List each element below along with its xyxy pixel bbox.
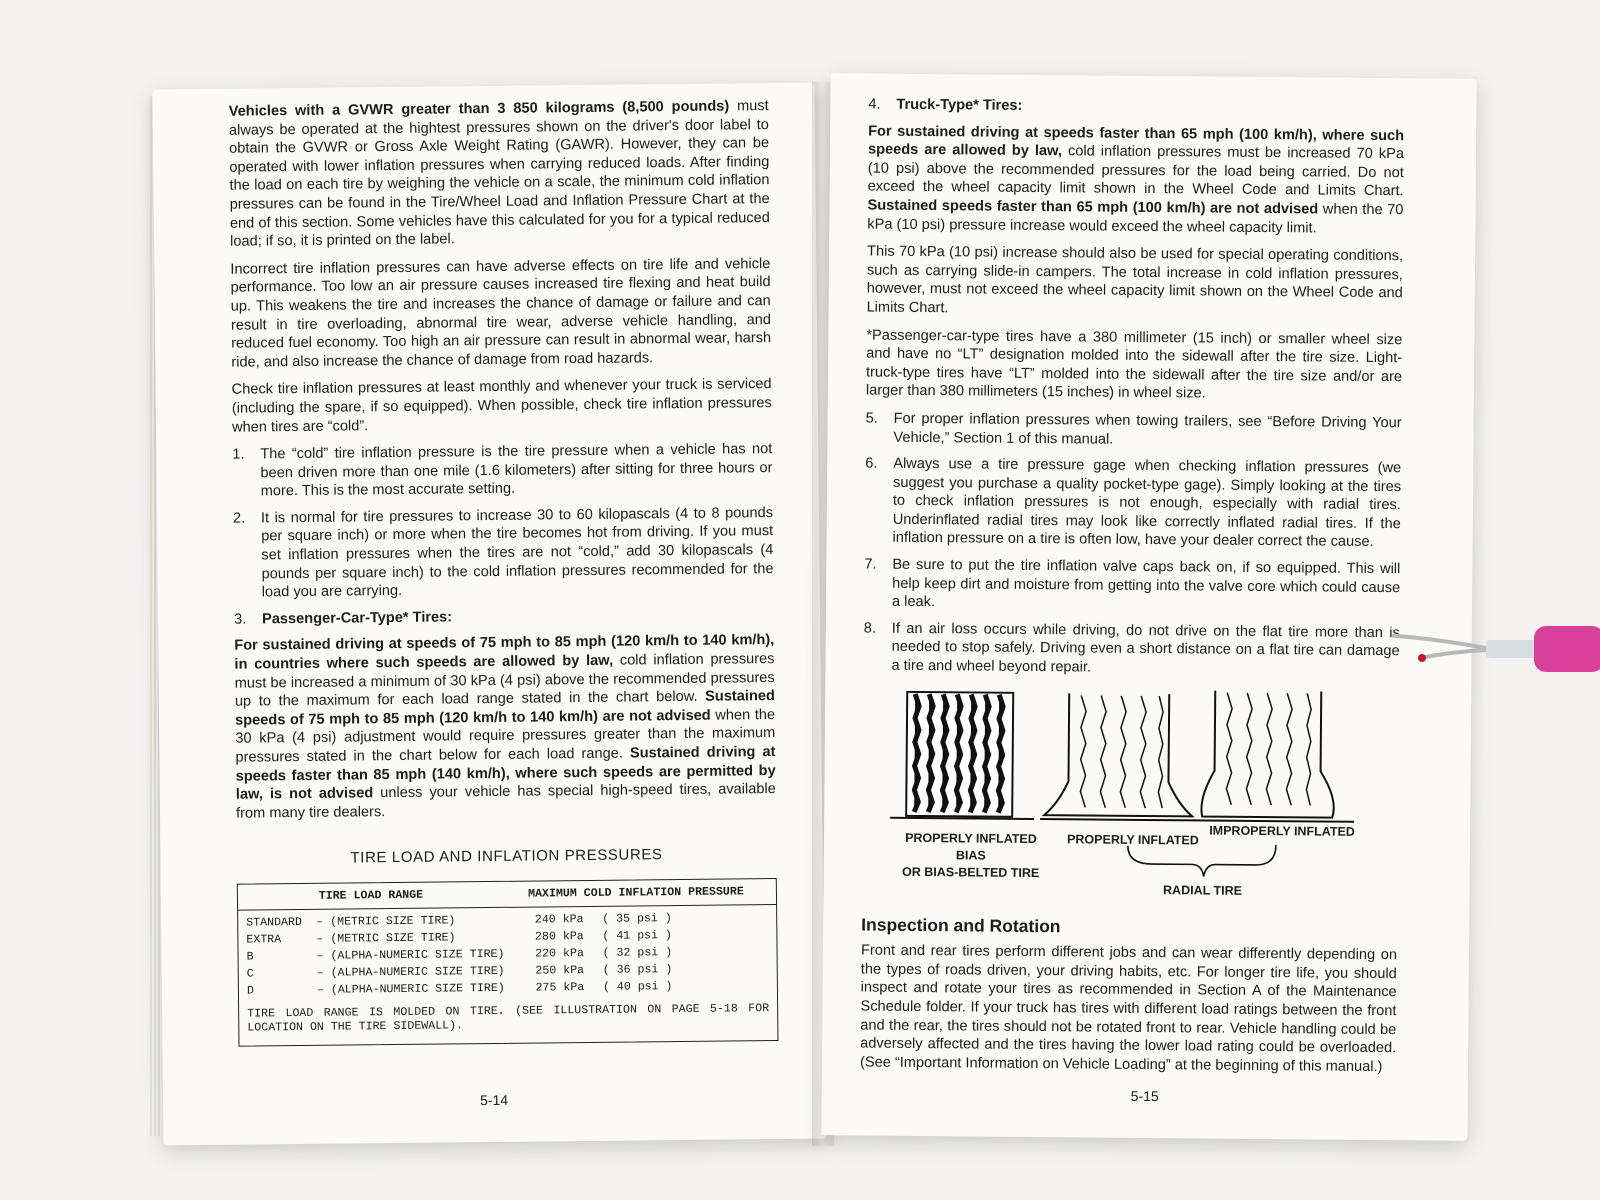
table-header: TIRE LOAD RANGE MAXIMUM COLD INFLATION PRESSURE (238, 883, 776, 911)
table-row: STANDARD – (METRIC SIZE TIRE) 240 kPa ( 35 psi ) (246, 912, 672, 930)
right-column (860, 96, 1405, 1086)
list-item: 7. Be sure to put the tire inflation valve caps back on, if so equipped. This will help keep dirt and moisture from getting into the valve core which could cause a leak. (864, 556, 1401, 611)
left-column (229, 97, 779, 1047)
table-row: D – (ALPHA-NUMERIC SIZE TIRE) 275 kPa ( 40 psi ) (246, 980, 673, 998)
list-item-truck-tires: 4. Truck-Type* Tires: (868, 96, 1023, 114)
campers-paragraph: This 70 kPa (10 psi) increase should also be used for special operating conditions, such as carrying slide-in campers. The total increase in cold inflation pressures, however, must not exceed the wheel capacity limit shown on the Wheel Code and Limits Chart. (866, 243, 1404, 317)
seam-ripper-tool (1390, 618, 1600, 678)
table-row: C – (ALPHA-NUMERIC SIZE TIRE) 250 kPa ( 36 psi ) (246, 963, 673, 981)
list-item: 8. If an air loss occurs while driving, do not drive on the flat tire more than is needed to stop safely. Driving even a short distance on a flat tire can damage a tire and wheel beyond repair. (863, 620, 1400, 676)
inspection-rotation-heading: Inspection and Rotation (861, 914, 1061, 936)
table-title: TIRE LOAD AND INFLATION PRESSURES (350, 846, 663, 867)
passenger-car-paragraph: For sustained driving at speeds of 75 mph to 85 mph (120 km/h to 140 km/h), in countries where such speeds are allowed by law, cold inflation pressures must be increased a minimum of 30 kPa (4 psi) above the recommended pressures up to the maximum for each load range stated in the chart below. Sustained speeds of 75 mph to 85 mph (120 km/h to 140 km/h) are not advised when the 30 kPa (4 psi) adjustment would require pressures greater than the maximum pressures stated in the chart below for each load range. Sustained driving at speeds faster than 85 mph (140 km/h), where such speeds are permitted by law, is not advised unless your vehicle has special high-speed tires, available from many tire dealers. (234, 632, 776, 822)
bias-tire-drawing (890, 691, 1035, 818)
table-row: EXTRA – (METRIC SIZE TIRE) 280 kPa ( 41 psi ) (246, 929, 673, 947)
page-number-right: 5-15 (1130, 1087, 1159, 1105)
caption-radial-proper: PROPERLY INFLATED (1067, 831, 1199, 848)
caption-radial-tire: RADIAL TIRE (1163, 882, 1243, 898)
list-item-passenger-car-tires: 3. Passenger-Car-Type* Tires: (233, 609, 453, 628)
rotation-paragraph: Front and rear tires perform different jobs and can wear differently depending on the types of roads driven, your driving habits, etc. For longer tire life, you should inspect and rotate your tires as recommended in Section A of the Maintenance Schedule folder. If your truck has tires with different load ratings between the front and the rear, the tires should not be rotated front to rear. Vehicle handling could be adversely affected and the tires having the lower load rating could be overloaded. (See “Important Information on Vehicle Loading” at the beginning of this manual.) (859, 942, 1398, 1075)
caption-radial-improper: IMPROPERLY INFLATED (1209, 823, 1355, 839)
page-number-left: 5-14 (479, 1091, 509, 1109)
incorrect-pressure-paragraph: Incorrect tire inflation pressures can have adverse effects on tire life and vehicle performance. Too low an air pressure causes increased tire flexing and heat build up. This weakens the tire and increases the chance of damage or failure and can result in tire overloading, abnormal tire wear, adverse vehicle handling, and reduced fuel economy. Too high an air pressure can result in abnormal wear, harsh ride, and also increase the chance of damage from road hazards. (230, 255, 772, 371)
tire-load-table (237, 878, 779, 1047)
right-page (821, 73, 1476, 1141)
radial-improper-tire-drawing (1194, 690, 1355, 821)
table-row: B – (ALPHA-NUMERIC SIZE TIRE) 220 kPa ( 32 psi ) (246, 946, 673, 964)
list-item: 2. It is normal for tire pressures to increase 30 to 60 kilopascals (4 to 8 pounds per square inch) or more when the tire becomes hot from driving. If you must set inflation pressures when the tires are not “cold,” add 30 kilopascals (4 pounds per square inch) to the cold inflation pressures recommended for the load you are carrying. (232, 504, 774, 601)
caption-bias: PROPERLY INFLATED BIAS OR BIAS-BELTED TIRE (901, 830, 1040, 880)
list-item: 1. The “cold” tire inflation pressure is the tire pressure when a vehicle has not been driven more than one mile (1.6 kilometers) after sitting for three hours or more. This is the most accurate setting. (232, 441, 773, 500)
list-item: 6. Always use a tire pressure gage when checking inflation pressures (we suggest you purchase a quality pocket-type gage). Simply looking at the tires to check inflation pressures is not enough, especially with radial tires. Underinflated radial tires may look like correctly inflated radial tires. If the inflation pressure on a tire is often low, have your dealer correct the cause. (865, 455, 1402, 551)
tire-illustration (861, 683, 1399, 906)
left-page (152, 83, 825, 1146)
radial-proper-tire-drawing (1040, 693, 1197, 820)
intro-paragraph: Vehicles with a GVWR greater than 3 850 kilograms (8,500 pounds) must always be operated at the hightest pressures shown on the driver's door label to obtain the GVWR or Gross Axle Weight Rating (GAWR). However, they can be operated with lower inflation pressures when carrying reduced loads. After finding the load on each tire by weighing the vehicle on a scale, the minimum cold inflation pressures can be found in the Tire/Wheel Load and Inflation Pressure Chart at the end of this section. Some vehicles have this calculated for you for a typical reduced load; if so, it is printed on the label. (228, 98, 770, 250)
truck-tires-paragraph: For sustained driving at speeds faster than 65 mph (100 km/h), where such speeds are allowed by law, cold inflation pressures must be increased 70 kPa (10 psi) above the recommended pressures for the load being carried. Do not exceed the wheel capacity limit shown in the Wheel Code and Limits Chart. Sustained speeds faster than 65 mph (100 km/h) are not advised when the 70 kPa (10 psi) pressure increase would exceed the wheel capacity limit. (867, 123, 1405, 237)
table-note: TIRE LOAD RANGE IS MOLDED ON TIRE. (SEE ILLUSTRATION ON PAGE 5-18 FOR LOCATION ON THE TIRE SIDEWALL). (247, 1002, 770, 1035)
check-pressure-paragraph: Check tire inflation pressures at least monthly and whenever your truck is serviced (including the spare, if so equipped). When possible, check tire inflation pressures when tires are “cold”. (231, 376, 772, 436)
footnote-paragraph: *Passenger-car-type tires have a 380 millimeter (15 inch) or smaller wheel size and have no “LT” designation molded into the sidewall after the tire size. Light-truck-type tires have “LT” molded into the sidewall after the tire size and/or are larger than 380 millimeters (15 inches) in wheel size. (865, 327, 1403, 402)
list-item: 5. For proper inflation pressures when towing trailers, see “Before Driving Your Vehicle,” Section 1 of this manual. (865, 410, 1402, 448)
